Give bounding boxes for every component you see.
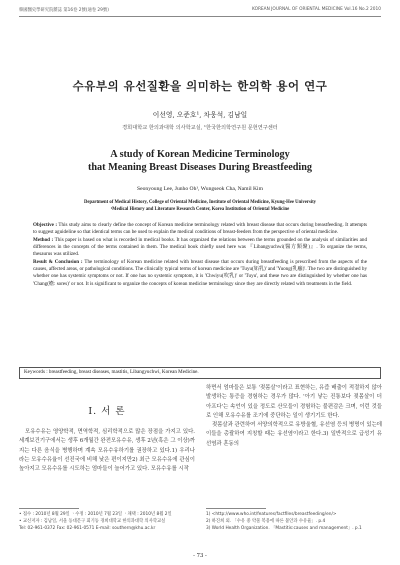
footnote: Tel: 02-961-0372 Fax: 02-961-0571 E-mail: southern@khu.ac.kr (19, 526, 156, 531)
body-paragraph: 젖몸살과 관련하여 서양의학적으로 유방울혈, 유선염 등의 병명이 있는데 이들을 총괄하여 지칭할 때는 유선염이라고 한다.3) 일반적으로 급성기 유선염과 혼동의 (206, 422, 382, 447)
footnote: • 접수 : 2010년 8월 29일 ㆍ수정 : 2010년 7월 23일 ㆍ채택 : 2010년 8월 2일 (19, 512, 172, 517)
korean-affiliation: 경희대학교 한의과대학 의사학교실, ¹한국한의학연구원 문헌연구센터 (122, 125, 278, 131)
footnote: 3) World Health Organization. 「Mastitis:causes and management」. p.1 (206, 526, 362, 531)
korean-authors: 이선영, 오준호¹, 차웅석, 김남일 (152, 111, 248, 119)
method-label: Method : (33, 236, 54, 243)
english-affiliation-line-2: ¹Medical History and Literature Research Center, Korea Institution of Oriental Medicine (110, 207, 290, 212)
body-column-left (19, 428, 195, 474)
objective-text: This study aims to clearly define the concept of Korean medicine terminology related with breast disease that occurs during breastfeeding. It attempts to suggest aguideline so that identical terms can be used to explain the medical conditions of breast-feeders from the perspective of oriental medicine. (33, 222, 367, 236)
abstract-method (33, 237, 367, 259)
header-rule (19, 16, 381, 17)
footnotes-right (206, 511, 384, 532)
english-title (0, 148, 400, 174)
body-paragraph: 모유수유는 영양학적, 면역학적, 심리학적으로 많은 장점을 가지고 있다. 세계보건기구에서는 생후 6개월간 완전모유수유, 생후 2년(혹은 그 이상)까지는 다른 음식을 병행하며 계속 모유수유하기를 권장하고 있다.1) 우리나라는 모유수유율이 선진국에 비해 낮은 편이지만2) 최근 모유수유에 관심이 높아지고 모유수유를 시도하는 엄마들이 늘어가고 있다. 모유수유를 시작 (19, 429, 195, 473)
footnote: 2) 하진희 외. 「수유 중 약물 복용에 따른 불안과 수유율」. p.4 (206, 519, 326, 524)
section-title-introduction: Ⅰ. 서 론 (88, 406, 126, 417)
abstract-result (33, 259, 367, 288)
objective-label: Objective : (33, 222, 58, 228)
journal-header-left: 韓國醫史學研究院雜誌 第16卷 2號(通卷 29號) (19, 8, 109, 13)
english-affiliation-line-1: Department of Medical History, College of Oriental Medicine, Institute of Oriental Medicine, Kyung-Hee University (84, 200, 316, 205)
english-title-line-2: that Meaning Breast Diseases During Breastfeeding (87, 162, 313, 173)
result-label: Result & Conclusion : (33, 258, 83, 265)
journal-header-right: KOREAN JOURNAL OF ORIENTAL MEDICINE Vol.16 No.2 2010 (251, 7, 381, 12)
korean-title: 수유부의 유선질환을 의미하는 한의학 용어 연구 (72, 79, 328, 93)
footnote-rule-right (206, 508, 266, 509)
abstract-objective (33, 222, 367, 237)
footnote: • 교신저자 : 김남일, 서울 동대문구 회기동 경희대학교 한의과대학 의사학교실 (19, 519, 166, 524)
english-affiliation (0, 199, 400, 213)
page-number: - 73 - (193, 553, 207, 559)
result-text: The terminology of Korean medicine related with breast disease that occurs during breastfeeding is prescribed from the aspects of the causes, affected areas, or pathological conditions. The clinically typical terms of korean medicine are 'Tuyu(妬乳)' and 'Yuong(乳癰)'. The two are distinguished by whether one has systemic symptoms or not. If one has no systemic symptom, it is 'Chwiyu(吹乳)' or 'Tuyu', and these two are distinguished by whether one has 'Chang(瘡: sores)' or not. It is significant to organize the concepts of korean medicine terminology since they are directly related with treatments in the field. (33, 258, 367, 287)
body-paragraph: 하면서 엄마들은 보통 '젖몸살'이라고 표현하는, 유즙 배출이 적절하지 않아 발생하는 통증을 경험하는 경우가 많다. '아기 낳는 진통보다 젖몸살이 더 아프다'는 속언이 있을 정도로 산모들이 경험하는 불편감은 크며, 이런 것들로 인해 모유수유를 조기에 중단하는 일이 생기기도 한다. (206, 385, 382, 419)
english-title-line-1: A study of Korean Medicine Terminology (110, 149, 290, 160)
method-text: This paper is based on what is recorded in medical books. It has organized the relations between the terms grounded on the analysis of similarities and differences in the concepts of the terms contained in them. The medical book chiefly used here was 『Libangyuchwi(醫方類聚)』. To organize the terms, thesaurus was utilized. (33, 236, 368, 258)
body-column-right (206, 384, 382, 449)
keywords: Keywords : breastfeeding, breast diseases, mastitis, Libangyuchwi, Korean Medicine. (24, 369, 199, 375)
footnote: 1) <http://www.who.int/features/factfiles/breastfeeding/en/> (206, 512, 337, 517)
abstract (33, 222, 367, 288)
footnotes-left (19, 511, 199, 532)
english-authors: Seonyoung Lee, Junho Oh¹, Wungseok Cha, Namil Kim (137, 186, 263, 192)
footnote-rule-left (19, 508, 79, 509)
